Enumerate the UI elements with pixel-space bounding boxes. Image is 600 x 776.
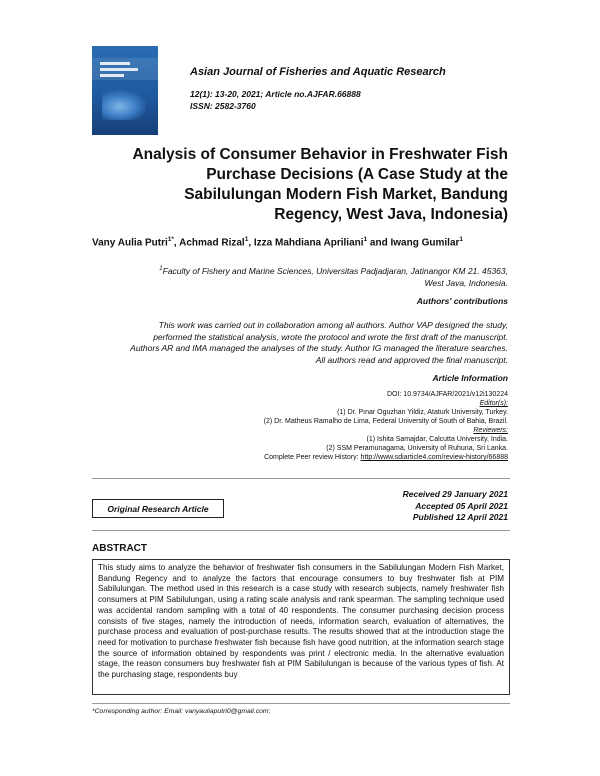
title-line: Purchase Decisions (A Case Study at the [206, 166, 508, 183]
issn: ISSN: 2582-3760 [190, 101, 256, 111]
contributions-text: This work was carried out in collaboration among all authors. Author VAP designed the study, performed the statistical analysis, wrote the protocol and wrote the first draft of the manuscript. Authors AR and IMA managed the analyses of the study. Author IG managed the literature searches. All authors read and approved the final manuscript. [130, 320, 508, 365]
editors-label: Editor(s): [479, 400, 508, 407]
reviewers-label: Reviewers: [473, 427, 508, 434]
divider [92, 478, 510, 479]
title-line: Regency, West Java, Indonesia) [274, 206, 508, 223]
editor-entry: (1) Dr. Pınar Oguzhan Yildiz, Ataturk University, Turkey. [337, 409, 508, 416]
article-type-badge: Original Research Article [92, 499, 224, 518]
author-affiliation-mark: 1 [244, 236, 249, 243]
affiliation: $^1$Faculty of Fishery and Marine Sciences, Universitas Padjadjaran, Jatinangor KM 21. 45363, West Java, Indonesia. [159, 265, 508, 288]
author-name: Vany Aulia Putri [92, 237, 168, 249]
reviewer-entry: (2) SSM Peramunagama, University of Ruhuna, Sri Lanka. [326, 445, 508, 452]
title-line: Analysis of Consumer Behavior in Freshwater Fish [132, 146, 508, 163]
abstract-heading: ABSTRACT [92, 543, 147, 554]
author-affiliation-mark: 1 [363, 236, 368, 243]
divider [92, 530, 510, 531]
title-line: Sabilulungan Modern Fish Market, Bandung [184, 186, 508, 203]
author-name: Iwang Gumilar [390, 237, 460, 249]
paper-title [88, 145, 508, 225]
author-name: Izza Mahdiana Apriliani [253, 237, 364, 249]
contributions-heading: Authors' contributions [416, 296, 508, 306]
footnote-divider [92, 703, 510, 704]
editor-entry: (2) Dr. Matheus Ramalho de Lima, Federal University of South of Bahia, Brazil. [263, 418, 508, 425]
article-info [88, 390, 508, 462]
journal-cover-image [92, 46, 158, 135]
publication-dates: Received 29 January 2021 Accepted 05 April 2021 Published 12 April 2021 [402, 489, 508, 522]
journal-name: Asian Journal of Fisheries and Aquatic Research [190, 66, 446, 78]
doi: DOI: 10.9734/AJFAR/2021/v12i130224 [386, 391, 508, 398]
review-history-link[interactable]: http://www.sdiarticle4.com/review-history/66888 [360, 454, 508, 461]
author-name: Achmad Rizal [179, 237, 245, 249]
abstract-text: This study aims to analyze the behavior of freshwater fish consumers in the Sabilulungan Modern Fish Market, Bandung Regency and to analyze the factors that encourage consumers to buy freshwater fish at PIM Sabilulungan. The method used in this research is a case study with research subjects, namely freshwater fish consumers at PIM Sabilulungan, using a rating scale analysis and rank spearman. The sampling technique used was accidental random sampling with a total of 40 respondents. The consumer purchasing decision process consists of five stages, namely the introduction of needs, information search, evaluation of alternatives, the purchase process and evaluation of post-purchase results. The results showed that at the introduction stage the need for motivation to purchase freshwater fish because fish have good nutrition, at the information search stage the source of information obtained by respondents was print / electronic media. In the alternative evaluation stage, the reason consumers buy freshwater fish at PIM Sabilulungan is because of the various types of fish. At the purchasing stage, respondents buy [92, 559, 510, 695]
author-list: Vany Aulia Putri$^{1*}$, Achmad Rizal$^1$, Izza Mahdiana Apriliani$^1$ and Iwang Gumilar$^1$ [92, 236, 464, 249]
issue-line: 12(1): 13-20, 2021; Article no.AJFAR.66888 [190, 89, 361, 99]
corresponding-author-footnote: *Corresponding author: Email: vanyauliaputri0@gmail.com; [92, 708, 271, 715]
reviewer-entry: (1) Ishita Samajdar, Calcutta University, India. [366, 436, 508, 443]
author-affiliation-mark: 1* [167, 236, 174, 243]
article-info-heading: Article Information [432, 373, 508, 383]
review-history: Complete Peer review History: http://www.sdiarticle4.com/review-history/66888 [264, 454, 508, 461]
author-affiliation-mark: 1 [459, 236, 464, 243]
